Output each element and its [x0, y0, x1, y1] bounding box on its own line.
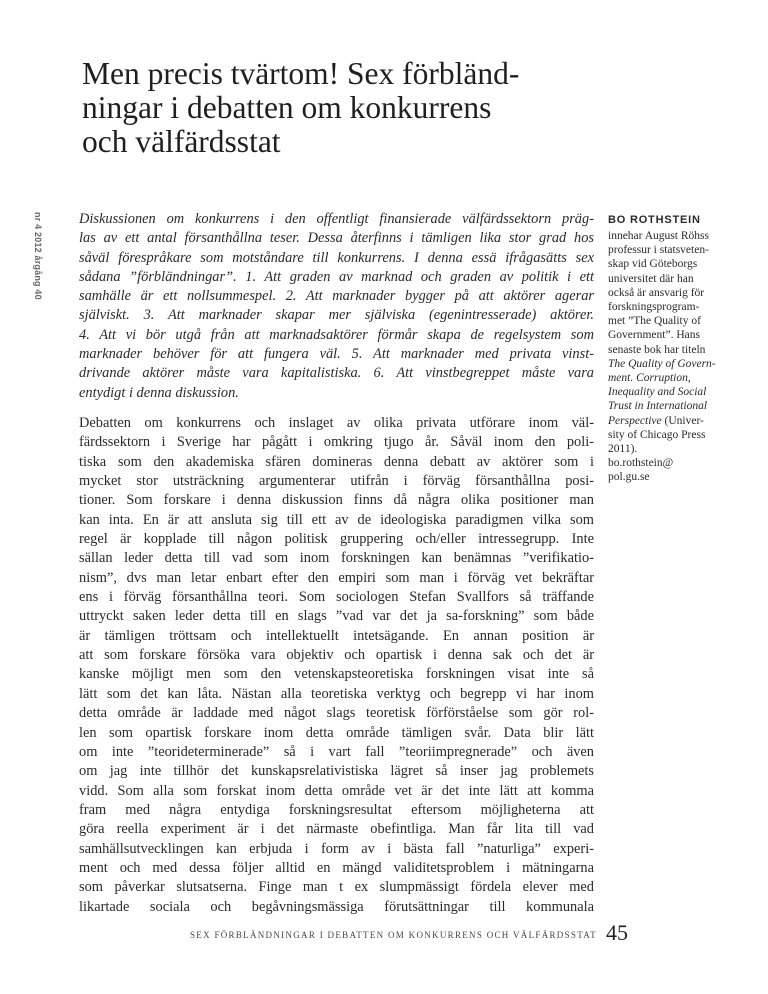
body-line: kanske möjligt men som den vetenskapsteoretiska forskningen visat inte så: [79, 666, 594, 683]
book-title-text: The Quality of Govern-: [608, 357, 716, 370]
book-title-text: Perspective: [608, 414, 662, 427]
book-title-text: ment. Corruption,: [608, 372, 691, 385]
author-name: BO ROTHSTEIN: [608, 214, 701, 226]
body-line: Debatten om konkurrens och inslaget av olika privata utförare inom väl-: [79, 415, 594, 431]
body-line: regel är kopplade till någon politisk gruppering och/eller intressegrupp. Inte: [79, 531, 594, 548]
body-line: fram med några entydiga forskningsresultat eftersom möjligheterna att: [79, 801, 594, 818]
body-line: detta område är laddade med något slags teoretisk förförståelse som gör rol-: [79, 705, 594, 722]
lede-line: drivande aktörer måste vara kapitalistiska. 6. Att vinstbegreppet måste vara: [79, 365, 594, 382]
body-line: samhällsutvecklingen kan erbjuda i form av i bästa fall ”naturliga” experi-: [79, 840, 594, 857]
body-line: likartade sociala och begåvningsmässiga förutsättningar till kommunala: [79, 898, 594, 915]
body-line: färdssektorn i Sverige har pågått i omkring tjugo år. Såväl inom den poli-: [79, 434, 594, 451]
body-line: att som forskare försöka vara objektiv och opartisk i denna sak och det är: [79, 647, 594, 664]
author-bio: [608, 229, 738, 485]
bio-line: skap vid Göteborgs: [608, 258, 698, 271]
article-lede: [79, 210, 594, 403]
bio-line: senaste bok har titeln: [608, 343, 706, 356]
body-line: mycket stor utsträckning argumenterar utifrån i förväg försanthållna posi-: [79, 473, 594, 490]
body-line: om inte ”teorideterminerade” så i vart fall ”teoriimpregnerade” och även: [79, 743, 594, 760]
bio-line: professur i statsveten-: [608, 244, 709, 257]
bio-line: Government”. Hans: [608, 329, 700, 342]
lede-line: Diskussionen om konkurrens i den offentligt finansierade välfärdssektorn präg-: [79, 211, 594, 227]
running-footer: SEX FÖRBLÄNDNINGAR I DEBATTEN OM KONKURRENS OCH VÄLFÄRDSSTAT: [190, 930, 597, 940]
author-sidebar: [608, 214, 738, 485]
lede-line: las av ett antal försanthållna teser. Dessa återfinns i tämligen lika stor grad hos: [79, 230, 594, 247]
body-line: ens i förväg försanthållna teori. Som sociologen Stefan Svallfors så träffande: [79, 589, 594, 606]
book-title-text: Inequality and Social: [608, 386, 707, 399]
lede-line: själviskt. 3. Att marknader skapar mer själviska (egenintresserade) aktörer.: [79, 307, 594, 324]
body-line: om jag inte tillhör det kunskapsrelativistiska lägret så inser jag problemets: [79, 763, 594, 780]
page-number: 45: [606, 920, 628, 945]
article-body: [79, 414, 594, 917]
body-line: kan inta. En är att ansluta sig till ett av de ideologiska paradigmen vilka som: [79, 511, 594, 528]
author-email-line: bo.rothstein@: [608, 457, 674, 470]
body-line: ment och med dessa följer alltid en mängd validitetsproblem i mätningarna: [79, 859, 594, 876]
lede-line: sådana ”förbländningar”. 1. Att graden av marknad och graden av politik i ett: [79, 268, 594, 285]
bio-line: 2011).: [608, 443, 638, 456]
lede-line: entydigt i denna diskussion.: [79, 384, 239, 401]
book-title-text: Trust in International: [608, 400, 708, 413]
book-title-line: [608, 385, 738, 399]
body-line: nism”, dvs man letar enbart efter den empiri som man i förväg vet bekräftar: [79, 569, 594, 586]
lede-line: såväl förespråkare som motståndare till konkurrens. I denna essä ifrågasätts sex: [79, 249, 594, 266]
bio-line: universitet där han: [608, 272, 694, 285]
body-line: tioner. Som forskare i denna diskussion finns då några olika positioner man: [79, 492, 594, 509]
book-title-line: [608, 371, 738, 385]
lede-line: marknader behöver för att fungera väl. 5. Att marknader med privata vinst-: [79, 346, 594, 363]
author-email-line: pol.gu.se: [608, 471, 650, 484]
body-line: lätt som det kan låta. Nästan alla teoretiska verktyg och begrepp vi har inom: [79, 685, 594, 702]
bio-line: innehar August Röhss: [608, 230, 709, 242]
book-title-line: [608, 399, 738, 413]
issue-marker: nr 4 2012 årgång 40: [33, 212, 43, 300]
bio-line: met ”The Quality of: [608, 315, 701, 328]
body-line: vidd. Som alla som forskat inom detta område vet är det inte lätt att komma: [79, 782, 594, 799]
body-line: göra reella experiment är i det närmaste obefintliga. Man får lita till vad: [79, 821, 594, 838]
body-line: tiska som den akademiska sfären domineras denna debatt av aktörer som i: [79, 453, 594, 470]
body-line: som påverkar slutsatserna. Finge man t ex slumpmässigt fördela elever med: [79, 879, 594, 896]
bio-line: också är ansvarig för: [608, 286, 705, 299]
bio-line: forskningsprogram-: [608, 301, 700, 314]
title-line: och välfärdsstat: [82, 124, 281, 159]
article-title: [82, 57, 602, 159]
bio-line: sity of Chicago Press: [608, 428, 706, 441]
body-line: len som opartisk forskare inom detta område tämligen svår. Data blir lätt: [79, 724, 594, 741]
body-line: är tämligen tröttsam och intellektuellt intetsägande. En annan position är: [79, 627, 594, 644]
title-line: ningar i debatten om konkurrens: [82, 90, 492, 125]
body-line: sällan leder detta till vad som inom forskningen kan benämnas ”verifikatio-: [79, 550, 594, 567]
lede-line: 4. Att vi bör utgå från att marknadsaktörer förmår skapa de regelsystem som: [79, 326, 594, 343]
title-line: Men precis tvärtom! Sex förbländ-: [82, 56, 520, 91]
book-title-line: [608, 414, 738, 428]
publisher-text: (Univer-: [661, 414, 704, 427]
book-title-line: [608, 357, 738, 371]
lede-line: samhälle är ett nollsummespel. 2. Att marknader bygger på att aktörer agerar: [79, 288, 594, 305]
body-line: uttryckt saken leder detta till en slags ”vad var det ja sa-forskning” som både: [79, 608, 594, 625]
